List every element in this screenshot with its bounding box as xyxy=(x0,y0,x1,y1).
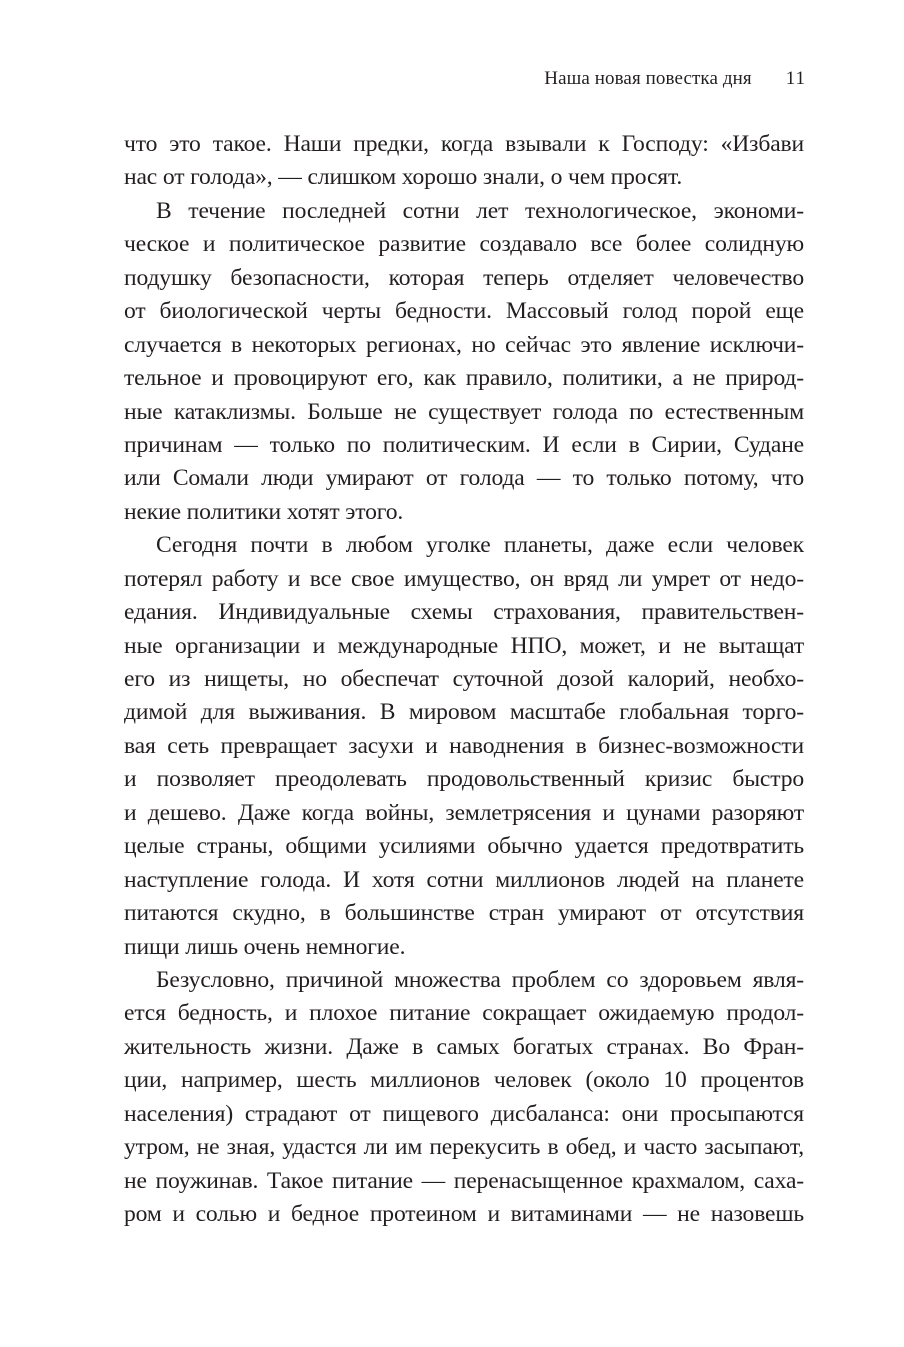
text-line: подушку безопасности, которая теперь отделяет человечество xyxy=(124,264,804,291)
text-line: населения) страдают от пищевого дисбаланса: они просыпаются xyxy=(124,1100,804,1127)
paragraph xyxy=(124,529,804,964)
text-line: пищи лишь очень немногие. xyxy=(124,933,406,960)
text-line: жительность жизни. Даже в самых богатых странах. Во Фран- xyxy=(124,1033,804,1060)
text-line: ции, например, шесть миллионов человек (около 10 процентов xyxy=(124,1067,804,1094)
text-line: наступление голода. И хотя сотни миллионов людей на планете xyxy=(124,866,804,893)
text-line: некие политики хотят этого. xyxy=(124,498,404,525)
paragraph xyxy=(124,964,804,1232)
text-line: не поужинав. Такое питание — перенасыщенное крахмалом, саха- xyxy=(124,1167,804,1194)
text-line: целые страны, общими усилиями обычно удается предотвратить xyxy=(124,833,804,860)
text-line: нас от голода», — слишком хорошо знали, о чем просят. xyxy=(124,164,683,191)
text-line: причинам — только по политическим. И если в Сирии, Судане xyxy=(124,431,804,458)
text-line: потерял работу и все свое имущество, он вряд ли умрет от недо- xyxy=(124,565,804,592)
text-line: ется бедность, и плохое питание сокращает ожидаемую продол- xyxy=(124,1000,804,1027)
text-line: его из нищеты, но обеспечат суточной дозой калорий, необхо- xyxy=(124,666,804,692)
text-line: ные организации и международные НПО, может, и не вытащат xyxy=(124,632,804,659)
text-line: что это такое. Наши предки, когда взывали к Господу: «Избави xyxy=(124,131,804,157)
text-line: димой для выживания. В мировом масштабе глобальная торго- xyxy=(124,699,804,726)
text-line: Сегодня почти в любом уголке планеты, даже если человек xyxy=(156,532,804,559)
text-line: ром и солью и бедное протеином и витаминами — не назовешь xyxy=(124,1201,804,1227)
text-line: едания. Индивидуальные схемы страхования, правительствен- xyxy=(124,599,804,626)
running-title: Наша новая повестка дня xyxy=(544,68,752,89)
text-line: от биологической черты бедности. Массовый голод порой еще xyxy=(124,298,804,325)
page-number: 11 xyxy=(785,68,806,89)
text-line: ные катаклизмы. Больше не существует голода по естественным xyxy=(124,398,804,425)
text-line: ческое и политическое развитие создавало все более солидную xyxy=(124,231,804,258)
running-header xyxy=(0,67,806,91)
text-line: вая сеть превращает засухи и наводнения в бизнес-возможности xyxy=(124,732,804,759)
text-line: и позволяет преодолевать продовольственный кризис быстро xyxy=(124,766,804,793)
paragraph xyxy=(124,195,804,529)
text-line: утром, не зная, удастся ли им перекусить в обед, и часто засыпают, xyxy=(124,1134,804,1161)
paragraph xyxy=(124,128,804,195)
text-line: или Сомали люди умирают от голода — то только потому, что xyxy=(124,465,804,492)
text-line: тельное и провоцируют его, как правило, политики, а не природ- xyxy=(124,365,804,392)
body-text xyxy=(124,128,804,1231)
text-line: В течение последней сотни лет технологическое, экономи- xyxy=(156,197,804,224)
text-line: Безусловно, причиной множества проблем со здоровьем явля- xyxy=(156,966,804,993)
text-line: и дешево. Даже когда войны, землетрясения и цунами разоряют xyxy=(124,799,804,826)
text-line: случается в некоторых регионах, но сейчас это явление исключи- xyxy=(124,331,804,358)
text-line: питаются скудно, в большинстве стран умирают от отсутствия xyxy=(124,900,804,927)
